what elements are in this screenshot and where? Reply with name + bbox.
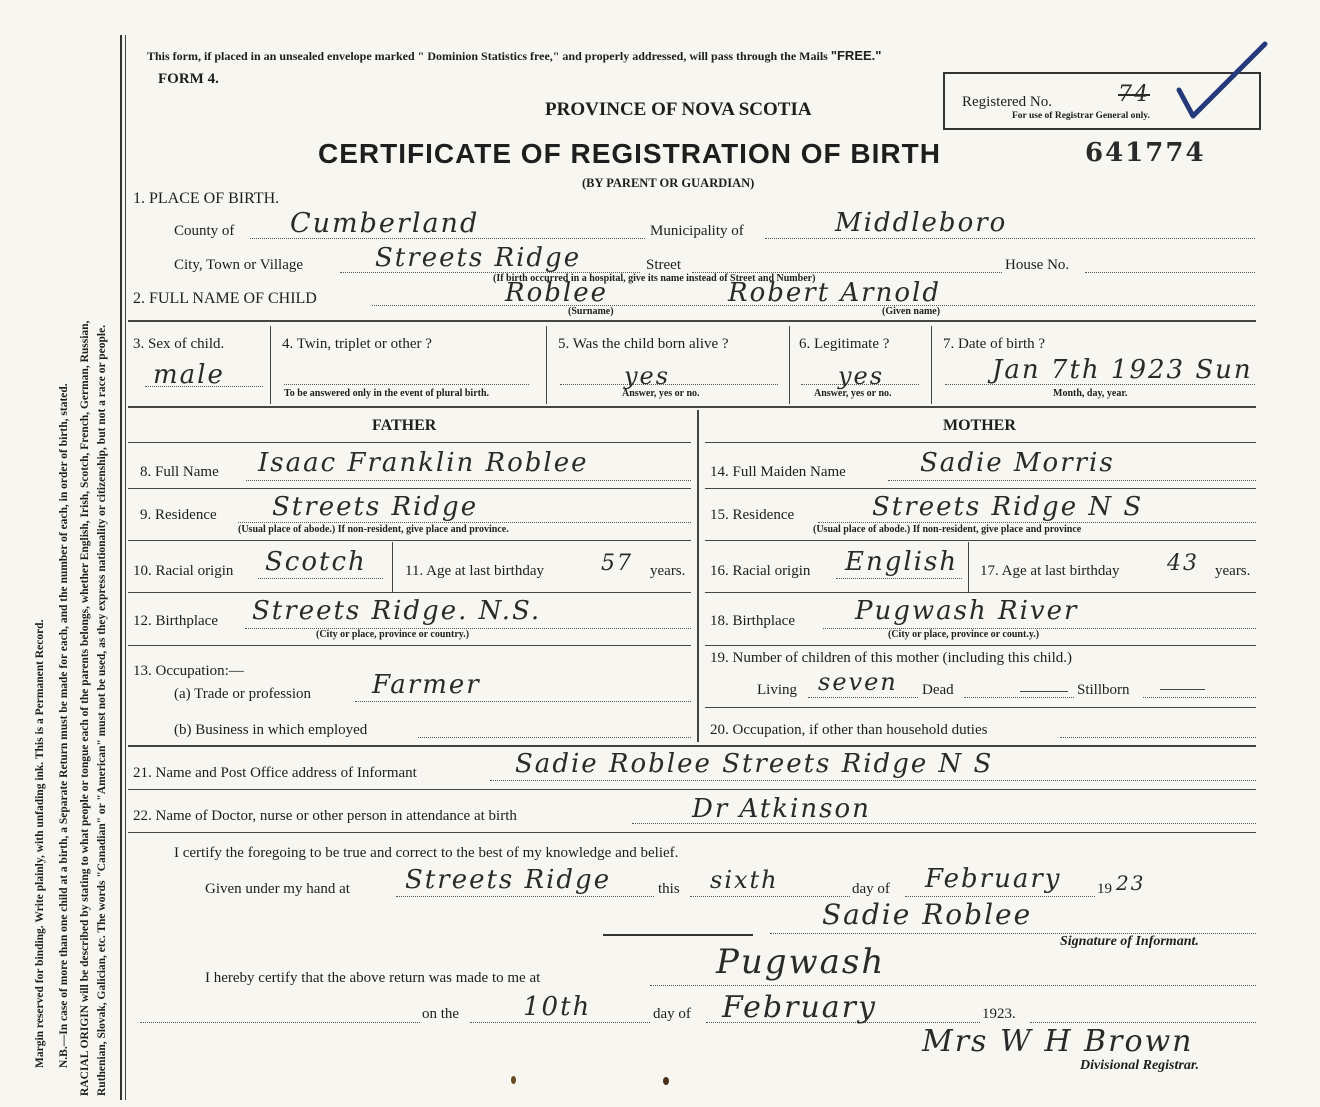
sex-label: 3. Sex of child. (133, 336, 225, 352)
house-line (1085, 272, 1255, 273)
mother-rule-3 (705, 592, 1256, 593)
certificate-subtitle: (BY PARENT OR GUARDIAN) (582, 176, 755, 190)
trade-label: (a) Trade or profession (174, 686, 312, 702)
reg-day-line (470, 1022, 650, 1023)
father-age-label: 11. Age at last birthday (405, 563, 544, 579)
father-birthplace-note: (City or place, province or country.) (316, 629, 470, 640)
father-birthplace-label: 12. Birthplace (133, 613, 218, 629)
alive-value: yes (624, 362, 671, 390)
legit-note: Answer, yes or no. (814, 388, 892, 399)
father-age-value: 57 (601, 551, 633, 576)
given-place: Streets Ridge (405, 865, 612, 895)
this-line (690, 896, 850, 897)
informant-value: Sadie Roblee Streets Ridge N S (515, 749, 994, 779)
on-the-label: on the (422, 1006, 460, 1022)
certificate-title: CERTIFICATE OF REGISTRATION OF BIRTH (318, 138, 941, 169)
alive-note: Answer, yes or no. (622, 388, 700, 399)
trade-line (355, 701, 691, 702)
mother-residence-note: (Usual place of abode.) If non-resident, give place and province (813, 524, 1082, 535)
father-rule-2 (128, 540, 691, 541)
reg-day-of-label: day of (653, 1006, 691, 1022)
father-residence-value: Streets Ridge (272, 492, 479, 522)
informant-label: 21. Name and Post Office address of Informant (133, 765, 417, 781)
dead-label: Dead (922, 682, 954, 698)
mother-race-line (836, 578, 962, 579)
informant-rule (128, 789, 1256, 790)
mother-race-value: English (845, 547, 959, 577)
margin-note-3: RACIAL ORIGIN will be described by stating to what people or tongue each of the parents belongs, whether English, Irish, Scotch, French, German, Russian, (79, 320, 91, 1096)
sig-short-rule (603, 934, 753, 936)
living-value: seven (818, 668, 898, 696)
father-heading: FATHER (372, 417, 437, 434)
mother-residence-value: Streets Ridge N S (872, 492, 1144, 522)
province-heading: PROVINCE OF NOVA SCOTIA (545, 99, 812, 120)
father-birthplace-value: Streets Ridge. N.S. (252, 596, 542, 626)
col-div-2 (546, 326, 547, 404)
stillborn-dash (1160, 689, 1205, 690)
child-surname: Roblee (505, 278, 608, 308)
margin-rule-inner (125, 35, 126, 1100)
divider-top (128, 320, 1256, 322)
municipality-line (765, 238, 1255, 239)
day-value: sixth (710, 866, 779, 894)
divider-lower (128, 745, 1256, 747)
center-divider (697, 410, 699, 742)
twin-note: To be answered only in the event of plural birth. (284, 388, 490, 399)
reg-day-value: 10th (523, 992, 592, 1022)
house-label: House No. (1005, 257, 1070, 273)
child-given-name: Robert Arnold (728, 278, 941, 308)
doctor-label: 22. Name of Doctor, nurse or other person in attendance at birth (133, 808, 517, 824)
business-label: (b) Business in which employed (174, 722, 368, 738)
mother-birthplace-note: (City or place, province or count.y.) (888, 629, 1040, 640)
father-residence-note: (Usual place of abode.) If non-resident, give place and province. (238, 524, 509, 535)
given-caption: (Given name) (882, 306, 941, 317)
registrar-general-note: For use of Registrar General only. (1012, 111, 1150, 121)
margin-note-1: Margin reserved for binding. Write plainly, with unfading ink. This is a Permanent Record. (34, 619, 46, 1068)
mother-race-label: 16. Racial origin (710, 563, 811, 579)
month-line (905, 896, 1095, 897)
sex-value: male (153, 360, 225, 390)
alive-label: 5. Was the child born alive ? (558, 336, 729, 352)
divider-certify (128, 832, 1256, 833)
mother-occ-line (1060, 737, 1256, 738)
business-line (418, 737, 691, 738)
legit-label: 6. Legitimate ? (799, 336, 890, 352)
mother-rule-2 (705, 540, 1256, 541)
county-value: Cumberland (290, 208, 480, 239)
informant-line (490, 780, 1256, 781)
given-label: Given under my hand at (205, 881, 350, 897)
registrar-place-line (650, 985, 1256, 986)
dead-line (964, 697, 1074, 698)
father-race-line (258, 578, 383, 579)
registered-label: Registered No. (962, 94, 1052, 110)
postal-notice: This form, if placed in an unsealed envelope marked " Dominion Statistics free," and properly addressed, will pass through the Mails "FREE." (147, 48, 882, 63)
legit-value: yes (838, 362, 885, 390)
given-line (396, 896, 654, 897)
surname-caption: (Surname) (568, 306, 614, 317)
mother-rule-1 (705, 488, 1256, 489)
mother-residence-label: 15. Residence (710, 507, 795, 523)
father-residence-label: 9. Residence (140, 507, 217, 523)
this-label: this (658, 881, 680, 897)
registered-value: 74 (1118, 82, 1150, 107)
registrar-caption: Divisional Registrar. (1080, 1058, 1200, 1073)
mother-birthplace-label: 18. Birthplace (710, 613, 795, 629)
on-the-leading-line (140, 1022, 420, 1023)
father-years: years. (650, 563, 686, 579)
reg-month-value: February (722, 990, 877, 1025)
father-name-value: Isaac Franklin Roblee (258, 448, 589, 478)
mother-name-label: 14. Full Maiden Name (710, 464, 846, 480)
father-res-line (238, 522, 691, 523)
father-race-label: 10. Racial origin (133, 563, 234, 579)
trade-value: Farmer (372, 670, 481, 700)
county-label: County of (174, 223, 235, 239)
father-name-line (246, 480, 691, 481)
margin-note-2: N.B.—In case of more than one child at a birth, a Separate Return must be made for each, and the number of each, in order of birth, stated. (58, 383, 70, 1068)
year-prefix: 19 (1097, 881, 1112, 897)
margin-note-4: Ruthenian, Slovak, Galician, etc. The words "Canadian" or "American" must not be used, as they express nationality or citizenship, but not a race or people. (96, 324, 108, 1096)
father-rule-4 (128, 645, 691, 646)
mother-birthplace-value: Pugwash River (855, 596, 1079, 626)
father-rule-3 (128, 592, 691, 593)
stillborn-line (1143, 697, 1256, 698)
divider-mid (128, 406, 1256, 408)
ink-speck (663, 1077, 669, 1085)
twin-label: 4. Twin, triplet or other ? (282, 336, 432, 352)
col-div-3 (789, 326, 790, 404)
registrar-signature: Mrs W H Brown (922, 1024, 1194, 1059)
father-head-rule (128, 442, 691, 443)
checkmark-icon (1175, 38, 1270, 123)
municipality-label: Municipality of (650, 223, 744, 239)
reg-year-line (1030, 1022, 1256, 1023)
dob-value: Jan 7th 1923 Sun (992, 355, 1253, 385)
city-value: Streets Ridge (375, 243, 582, 273)
child-name-label: 2. FULL NAME OF CHILD (133, 290, 317, 307)
hospital-note: (If birth occurred in a hospital, give its name instead of Street and Number) (493, 273, 816, 284)
margin-rule (120, 35, 122, 1100)
registrar-statement: I hereby certify that the above return was made to me at (205, 970, 541, 986)
col-div-4 (931, 326, 932, 404)
dob-label: 7. Date of birth ? (943, 336, 1046, 352)
place-heading: 1. PLACE OF BIRTH. (133, 190, 280, 207)
mother-head-rule (705, 442, 1256, 443)
living-label: Living (757, 682, 797, 698)
col-div-1 (270, 326, 271, 404)
dead-dash (1020, 691, 1068, 692)
father-race-div (392, 542, 393, 592)
day-of-label: day of (852, 881, 890, 897)
month-value: February (925, 864, 1062, 894)
children-label: 19. Number of children of this mother (including this child.) (710, 650, 1073, 666)
mother-rule-4 (705, 645, 1256, 646)
mother-heading: MOTHER (943, 417, 1016, 434)
municipality-value: Middleboro (835, 208, 1008, 238)
father-race-value: Scotch (265, 547, 367, 577)
mother-occupation-label: 20. Occupation, if other than household duties (710, 722, 988, 738)
father-occupation-label: 13. Occupation:— (133, 663, 244, 679)
mother-name-value: Sadie Morris (920, 448, 1115, 478)
informant-signature-caption: Signature of Informant. (1060, 934, 1199, 949)
stillborn-label: Stillborn (1077, 682, 1130, 698)
form-number: FORM 4. (158, 71, 219, 87)
mother-name-line (888, 480, 1256, 481)
father-name-label: 8. Full Name (140, 464, 219, 480)
city-label: City, Town or Village (174, 257, 304, 273)
certify-statement: I certify the foregoing to be true and correct to the best of my knowledge and belief. (174, 845, 679, 861)
mother-res-line (818, 522, 1256, 523)
mother-rule-5 (705, 707, 1256, 708)
certificate-number: 641774 (1085, 138, 1206, 168)
mother-race-div (968, 542, 969, 592)
mother-years: years. (1215, 563, 1251, 579)
street-label: Street (646, 257, 681, 273)
mother-age-label: 17. Age at last birthday (980, 563, 1120, 579)
reg-year: 1923. (982, 1006, 1016, 1022)
twin-line (284, 384, 529, 385)
ink-speck (511, 1076, 516, 1084)
year-value: 23 (1116, 871, 1146, 895)
father-rule-1 (128, 488, 691, 489)
informant-signature: Sadie Roblee (822, 898, 1033, 931)
mother-age-value: 43 (1167, 551, 1199, 576)
registrar-place: Pugwash (716, 942, 886, 982)
living-line (808, 697, 918, 698)
doctor-value: Dr Atkinson (692, 794, 871, 824)
dob-note: Month, day, year. (1053, 388, 1128, 399)
